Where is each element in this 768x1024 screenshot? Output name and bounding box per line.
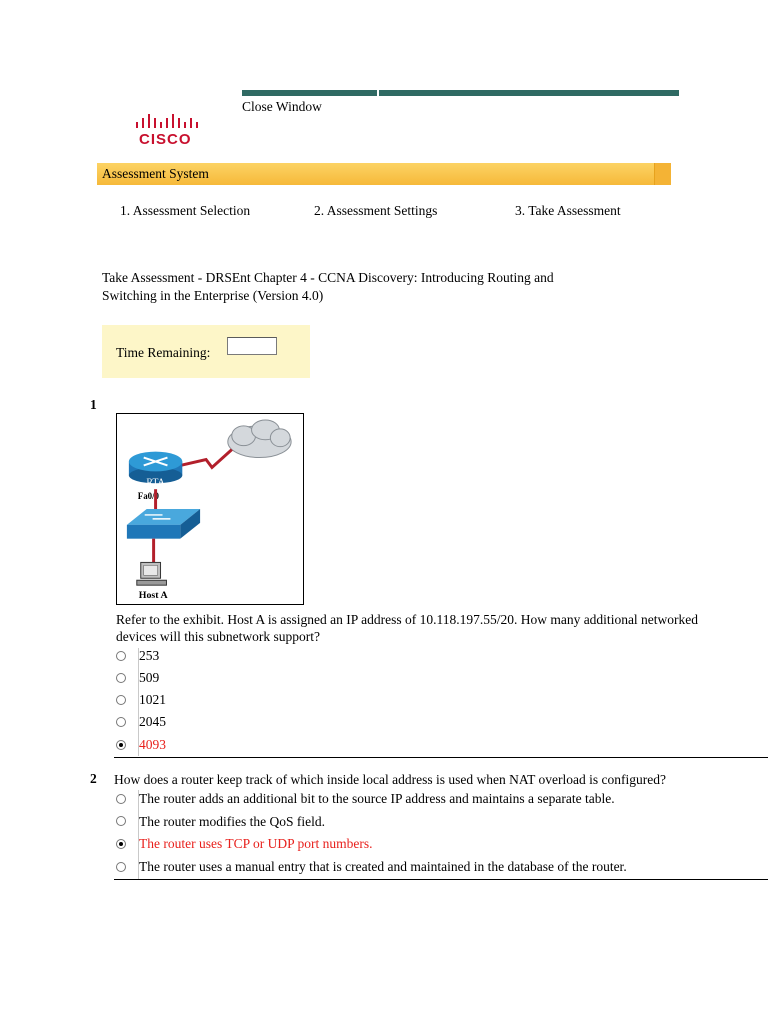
router-label: RTA bbox=[146, 477, 165, 489]
option-label-selected[interactable]: The router uses TCP or UDP port numbers. bbox=[139, 836, 373, 851]
page-title-line2: Switching in the Enterprise (Version 4.0) bbox=[102, 288, 324, 303]
option-label[interactable]: The router uses a manual entry that is created and maintained in the database of the router. bbox=[139, 859, 627, 874]
option-label-selected[interactable]: 4093 bbox=[139, 737, 166, 752]
header-bar bbox=[242, 90, 377, 96]
option-label[interactable]: The router adds an additional bit to the source IP address and maintains a separate table. bbox=[139, 791, 615, 806]
question-text: How does a router keep track of which inside local address is used when NAT overload is configured? bbox=[114, 772, 666, 787]
page-title bbox=[102, 269, 662, 305]
option-label[interactable]: 1021 bbox=[139, 692, 166, 707]
option-label[interactable]: 2045 bbox=[139, 714, 166, 729]
option-radio[interactable] bbox=[116, 651, 126, 661]
option-divider bbox=[138, 790, 139, 879]
option-radio[interactable] bbox=[116, 862, 126, 872]
close-window-link[interactable]: Close Window bbox=[242, 99, 322, 114]
option-radio-selected[interactable] bbox=[116, 740, 126, 750]
timer-label: Time Remaining: bbox=[116, 345, 211, 360]
question-text-line2: devices will this subnetwork support? bbox=[116, 629, 320, 644]
host-label: Host A bbox=[138, 590, 168, 602]
option-radio[interactable] bbox=[116, 794, 126, 804]
option-radio[interactable] bbox=[116, 695, 126, 705]
question-number: 2 bbox=[90, 771, 97, 786]
question-text-line1: Refer to the exhibit. Host A is assigned an IP address of 10.118.197.55/20. How many additional networked bbox=[116, 612, 699, 627]
step-assessment-settings: 2. Assessment Settings bbox=[314, 203, 438, 218]
question-number: 1 bbox=[90, 397, 97, 412]
option-radio[interactable] bbox=[116, 717, 126, 727]
option-label[interactable]: 509 bbox=[139, 670, 160, 685]
option-radio-selected[interactable] bbox=[116, 839, 126, 849]
serial-link bbox=[180, 450, 231, 468]
header-bar-right bbox=[377, 90, 679, 96]
step-assessment-selection: 1. Assessment Selection bbox=[120, 203, 251, 218]
option-radio[interactable] bbox=[116, 816, 126, 826]
page-title-line1: Take Assessment - DRSEnt Chapter 4 - CCNA Discovery: Introducing Routing and bbox=[102, 270, 554, 285]
option-divider bbox=[138, 648, 139, 756]
exhibit-diagram bbox=[116, 413, 304, 605]
time-remaining-field bbox=[227, 337, 277, 355]
host-computer-icon bbox=[137, 562, 167, 585]
switch-icon bbox=[127, 509, 200, 539]
option-radio[interactable] bbox=[116, 673, 126, 683]
option-label[interactable]: 253 bbox=[139, 648, 160, 663]
interface-label: Fa0/0 bbox=[137, 491, 160, 502]
cloud-icon bbox=[228, 420, 291, 458]
question-separator bbox=[114, 879, 768, 880]
cisco-logo-text: CISCO bbox=[139, 131, 192, 148]
step-take-assessment: 3. Take Assessment bbox=[515, 203, 621, 218]
assessment-system-title: Assessment System bbox=[102, 166, 209, 181]
option-label[interactable]: The router modifies the QoS field. bbox=[139, 814, 325, 829]
question-separator bbox=[114, 757, 768, 758]
question-text bbox=[116, 611, 766, 645]
